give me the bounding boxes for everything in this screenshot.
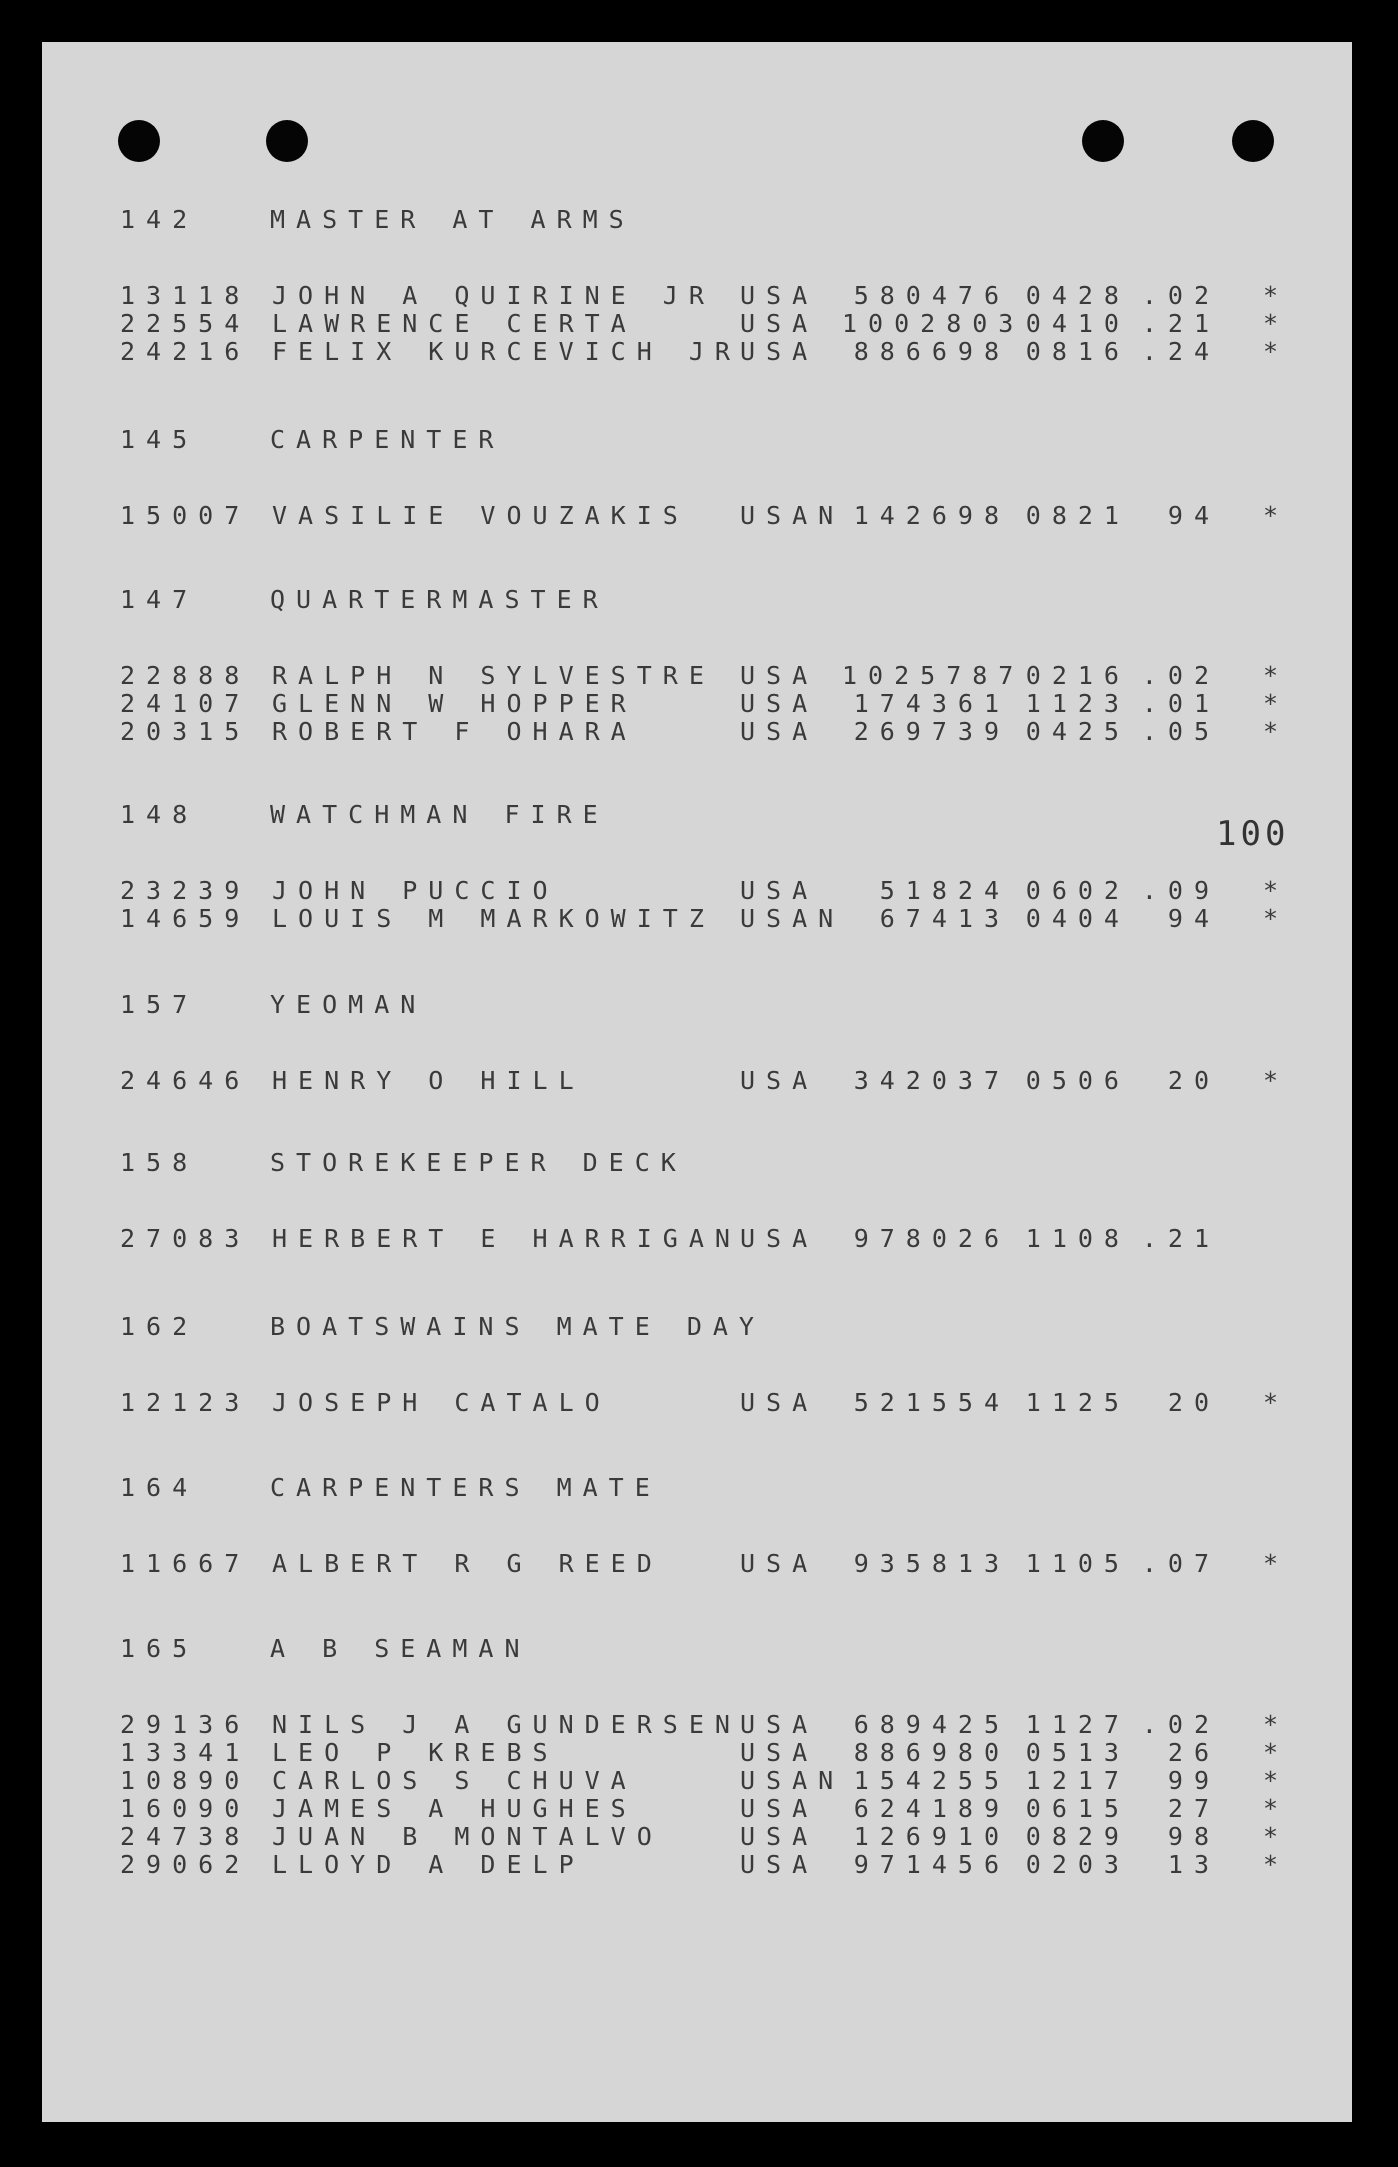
document-number: 51824 [879,876,1010,905]
value-code: 26 [1167,1738,1220,1767]
section-heading [120,1312,1280,1341]
crew-name: ROBERT F OHARA [272,717,637,746]
check-mark: * [1262,1388,1278,1417]
document-number: 521554 [853,1388,1010,1417]
date-code: 0216 [1025,661,1130,690]
section-heading [120,1473,1280,1502]
crew-id: 22554 [120,309,251,338]
crew-id: 14659 [120,904,251,933]
document-number: 971456 [853,1850,1010,1879]
crew-rows [120,502,1280,530]
crew-name: LEO P KREBS [272,1738,559,1767]
crew-id: 12123 [120,1388,251,1417]
punch-hole [1082,120,1124,162]
date-code: 1127 [1025,1710,1130,1739]
crew-name: CARLOS S CHUVA [272,1766,637,1795]
rating-title: YEOMAN [270,990,427,1019]
rating-code: 158 [120,1148,199,1177]
value-code: 94 [1167,501,1220,530]
date-code: 0425 [1025,717,1130,746]
citizenship: USA [740,1549,819,1578]
crew-id: 13118 [120,281,251,310]
punch-hole [118,120,160,162]
crew-name: JAMES A HUGHES [272,1794,637,1823]
crew-row [120,1067,1280,1095]
roster-section [120,205,1280,366]
section-heading [120,1148,1280,1177]
crew-id: 22888 [120,661,251,690]
crew-id: 24738 [120,1822,251,1851]
section-heading [120,585,1280,614]
value-code: .02 [1141,661,1220,690]
crew-rows [120,1550,1280,1578]
document-number: 269739 [853,717,1010,746]
check-mark: * [1262,501,1278,530]
crew-row [120,662,1280,690]
rating-title: A B SEAMAN [270,1634,531,1663]
crew-rows [120,1389,1280,1417]
check-mark: * [1262,661,1278,690]
check-mark: * [1262,1066,1278,1095]
citizenship: USA [740,717,819,746]
check-mark: * [1262,717,1278,746]
value-code: .01 [1141,689,1220,718]
crew-name: JUAN B MONTALVO [272,1822,663,1851]
crew-row [120,1767,1280,1795]
date-code: 0410 [1025,309,1130,338]
value-code: 20 [1167,1066,1220,1095]
rating-code: 162 [120,1312,199,1341]
rating-title: WATCHMAN FIRE [270,800,609,829]
crew-row [120,282,1280,310]
crew-name: LOUIS M MARKOWITZ [272,904,715,933]
check-mark: * [1262,1850,1278,1879]
roster-section [120,800,1280,933]
rating-code: 148 [120,800,199,829]
roster-section [120,1473,1280,1578]
citizenship: USA [740,309,819,338]
handwritten-note: 100 [1216,814,1290,854]
roster-section [120,1148,1280,1253]
date-code: 0829 [1025,1822,1130,1851]
value-code: .02 [1141,1710,1220,1739]
crew-row [120,690,1280,718]
date-code: 0428 [1025,281,1130,310]
document-number: 580476 [853,281,1010,310]
crew-id: 24646 [120,1066,251,1095]
crew-name: NILS J A GUNDERSEN [272,1710,741,1739]
value-code: 20 [1167,1388,1220,1417]
crew-row [120,1739,1280,1767]
crew-rows [120,877,1280,933]
crew-id: 11667 [120,1549,251,1578]
value-code: 99 [1167,1766,1220,1795]
document-number: 935813 [853,1549,1010,1578]
check-mark: * [1262,1794,1278,1823]
roster-section [120,1312,1280,1417]
check-mark: * [1262,1549,1278,1578]
document-number: 142698 [853,501,1010,530]
value-code: 94 [1167,904,1220,933]
document-number: 978026 [853,1224,1010,1253]
citizenship: USA [740,1794,819,1823]
section-heading [120,800,1280,829]
value-code: .21 [1141,1224,1220,1253]
check-mark: * [1262,904,1278,933]
citizenship: USA [740,1066,819,1095]
date-code: 0816 [1025,337,1130,366]
citizenship: USA [740,1822,819,1851]
crew-name: JOHN A QUIRINE JR [272,281,715,310]
date-code: 0513 [1025,1738,1130,1767]
crew-id: 29136 [120,1710,251,1739]
check-mark: * [1262,876,1278,905]
document-number: 154255 [853,1766,1010,1795]
crew-id: 24107 [120,689,251,718]
crew-row [120,338,1280,366]
check-mark: * [1262,689,1278,718]
citizenship: USAN [740,904,845,933]
crew-name: RALPH N SYLVESTRE [272,661,715,690]
document-number: 67413 [879,904,1010,933]
section-heading [120,425,1280,454]
crew-id: 10890 [120,1766,251,1795]
roster-section [120,990,1280,1095]
date-code: 1125 [1025,1388,1130,1417]
rating-code: 164 [120,1473,199,1502]
citizenship: USAN [740,1766,845,1795]
roster-section [120,1634,1280,1879]
section-heading [120,205,1280,234]
citizenship: USA [740,1388,819,1417]
check-mark: * [1262,1710,1278,1739]
crew-name: HENRY O HILL [272,1066,585,1095]
document-number: 624189 [853,1794,1010,1823]
date-code: 0821 [1025,501,1130,530]
rating-title: QUARTERMASTER [270,585,609,614]
crew-name: ALBERT R G REED [272,1549,663,1578]
punch-hole [266,120,308,162]
crew-name: JOHN PUCCIO [272,876,559,905]
document-number: 1002803 [842,309,1025,338]
rating-title: CARPENTER [270,425,505,454]
roster-section [120,425,1280,530]
section-heading [120,990,1280,1019]
crew-row [120,1389,1280,1417]
check-mark: * [1262,1738,1278,1767]
date-code: 1105 [1025,1549,1130,1578]
crew-row [120,1823,1280,1851]
check-mark: * [1262,281,1278,310]
date-code: 0615 [1025,1794,1130,1823]
check-mark: * [1262,1822,1278,1851]
citizenship: USA [740,876,819,905]
rating-code: 147 [120,585,199,614]
check-mark: * [1262,309,1278,338]
rating-title: BOATSWAINS MATE DAY [270,1312,765,1341]
crew-row [120,1225,1280,1253]
document-number: 126910 [853,1822,1010,1851]
value-code: .07 [1141,1549,1220,1578]
crew-rows [120,1067,1280,1095]
rating-code: 142 [120,205,199,234]
date-code: 0602 [1025,876,1130,905]
citizenship: USA [740,281,819,310]
crew-row [120,310,1280,338]
crew-id: 23239 [120,876,251,905]
date-code: 1108 [1025,1224,1130,1253]
document-number: 689425 [853,1710,1010,1739]
value-code: .05 [1141,717,1220,746]
rating-title: STOREKEEPER DECK [270,1148,687,1177]
value-code: .21 [1141,309,1220,338]
crew-id: 15007 [120,501,251,530]
crew-row [120,1795,1280,1823]
citizenship: USA [740,337,819,366]
document-number: 886980 [853,1738,1010,1767]
date-code: 0506 [1025,1066,1130,1095]
roster-section [120,585,1280,746]
crew-id: 29062 [120,1850,251,1879]
citizenship: USAN [740,501,845,530]
citizenship: USA [740,1850,819,1879]
value-code: 13 [1167,1850,1220,1879]
citizenship: USA [740,1224,819,1253]
crew-row [120,1711,1280,1739]
crew-name: FELIX KURCEVICH JR [272,337,741,366]
crew-name: JOSEPH CATALO [272,1388,611,1417]
crew-name: LAWRENCE CERTA [272,309,637,338]
crew-row [120,718,1280,746]
document-number: 1025787 [842,661,1025,690]
crew-id: 24216 [120,337,251,366]
rating-code: 157 [120,990,199,1019]
crew-id: 27083 [120,1224,251,1253]
crew-rows [120,662,1280,746]
value-code: .24 [1141,337,1220,366]
date-code: 1217 [1025,1766,1130,1795]
crew-name: VASILIE VOUZAKIS [272,501,689,530]
crew-id: 20315 [120,717,251,746]
document-number: 174361 [853,689,1010,718]
citizenship: USA [740,1710,819,1739]
crew-rows [120,1711,1280,1879]
value-code: .02 [1141,281,1220,310]
check-mark: * [1262,1766,1278,1795]
citizenship: USA [740,1738,819,1767]
document-number: 342037 [853,1066,1010,1095]
value-code: 27 [1167,1794,1220,1823]
date-code: 0203 [1025,1850,1130,1879]
crew-rows [120,1225,1280,1253]
date-code: 0404 [1025,904,1130,933]
crew-id: 13341 [120,1738,251,1767]
rating-title: CARPENTERS MATE [270,1473,661,1502]
punch-hole [1232,120,1274,162]
document-number: 886698 [853,337,1010,366]
crew-name: LLOYD A DELP [272,1850,585,1879]
crew-row [120,1550,1280,1578]
section-heading [120,1634,1280,1663]
rating-code: 165 [120,1634,199,1663]
check-mark: * [1262,337,1278,366]
crew-row [120,502,1280,530]
crew-row [120,905,1280,933]
crew-id: 16090 [120,1794,251,1823]
rating-code: 145 [120,425,199,454]
crew-row [120,877,1280,905]
check-mark [1220,1225,1278,1253]
crew-row [120,1851,1280,1879]
crew-rows [120,282,1280,366]
value-code: .09 [1141,876,1220,905]
value-code: 98 [1167,1822,1220,1851]
crew-name: HERBERT E HARRIGAN [272,1224,741,1253]
citizenship: USA [740,661,819,690]
citizenship: USA [740,689,819,718]
rating-title: MASTER AT ARMS [270,205,635,234]
crew-name: GLENN W HOPPER [272,689,637,718]
date-code: 1123 [1025,689,1130,718]
